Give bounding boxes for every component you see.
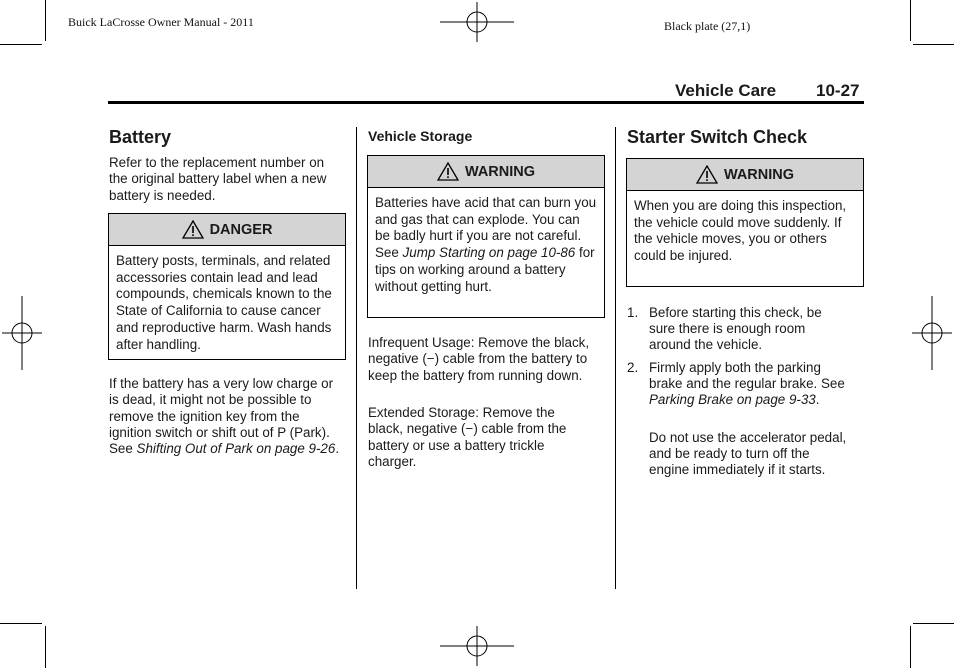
extended-storage-paragraph: Extended Storage: Remove the black, negative (−) cable from the battery or use a battery trickle charger.: [368, 405, 567, 469]
storage-warning-header: [368, 156, 604, 188]
infrequent-usage-paragraph: Infrequent Usage: Remove the black, negative (−) cable from the battery to keep the battery from running down.: [368, 335, 590, 383]
vehicle-storage-heading: Vehicle Storage: [368, 128, 473, 144]
storage-warning-text-end: for tips on working around a battery without getting hurt.: [375, 245, 595, 294]
registration-mark-top: [440, 2, 514, 42]
starter-switch-heading: Starter Switch Check: [627, 127, 808, 147]
step-2-note: Do not use the accelerator pedal, and be ready to turn off the engine immediately if it starts.: [649, 430, 847, 477]
danger-box: [108, 213, 346, 360]
header-rule: [108, 101, 864, 104]
low-charge-paragraph: [109, 376, 345, 457]
danger-header: [109, 214, 345, 246]
step-text-2: [649, 360, 849, 408]
starter-warning-text: When you are doing this inspection, the vehicle could move suddenly. If the vehicle moves, you or others could be injured.: [634, 198, 847, 264]
warning-triangle-icon: [696, 165, 718, 184]
battery-heading: Battery: [109, 127, 172, 147]
step-text-1: Before starting this check, be sure there is enough room around the vehicle.: [649, 305, 822, 352]
low-charge-text: If the battery has a very low charge or is dead, it might not be possible to remove the ignition key from the ignition switch or shift out of P (Park). See: [109, 376, 334, 457]
shifting-out-of-park-link[interactable]: Shifting Out of Park on page 9-26: [136, 441, 336, 457]
warning-triangle-icon: [437, 162, 459, 181]
jump-starting-link[interactable]: Jump Starting on page 10-86: [402, 245, 576, 261]
registration-mark-right: [912, 296, 952, 370]
battery-intro: Refer to the replacement number on the original battery label when a new battery is needed.: [109, 155, 327, 203]
step-number-1: 1.: [627, 305, 639, 320]
storage-warning-text-start: Batteries have acid that can burn you and gas that can explode. You can be badly hurt if you are not careful. See: [375, 195, 597, 261]
starter-warning-label: WARNING: [723, 166, 795, 183]
page-number: 10-27: [816, 81, 860, 100]
starter-warning-box: [626, 158, 864, 287]
column-divider-1: [356, 127, 357, 589]
section-title: Vehicle Care: [675, 81, 777, 100]
storage-warning-box: [367, 155, 605, 318]
plate-label: Black plate (27,1): [664, 19, 751, 33]
low-charge-period: .: [335, 441, 340, 457]
step-2-text-start: Firmly apply both the parking brake and the regular brake. See: [649, 360, 845, 391]
column-divider-2: [615, 127, 616, 589]
danger-text: Battery posts, terminals, and related accessories contain lead and lead compounds, chemicals known to the State of California to cause cancer and reproductive harm. Wash hands after handling.: [116, 253, 332, 352]
step-2-text-end: .: [815, 392, 820, 407]
danger-label: DANGER: [209, 221, 273, 238]
step-number-2: 2.: [627, 360, 639, 375]
manual-title: Buick LaCrosse Owner Manual - 2011: [68, 15, 254, 29]
storage-warning-text: [368, 188, 604, 295]
parking-brake-link[interactable]: Parking Brake on page 9-33: [649, 392, 816, 407]
starter-warning-header: [627, 159, 863, 191]
registration-mark-left: [2, 296, 42, 370]
warning-triangle-icon: [182, 220, 204, 239]
storage-warning-label: WARNING: [464, 163, 536, 180]
registration-mark-bottom: [440, 626, 514, 666]
